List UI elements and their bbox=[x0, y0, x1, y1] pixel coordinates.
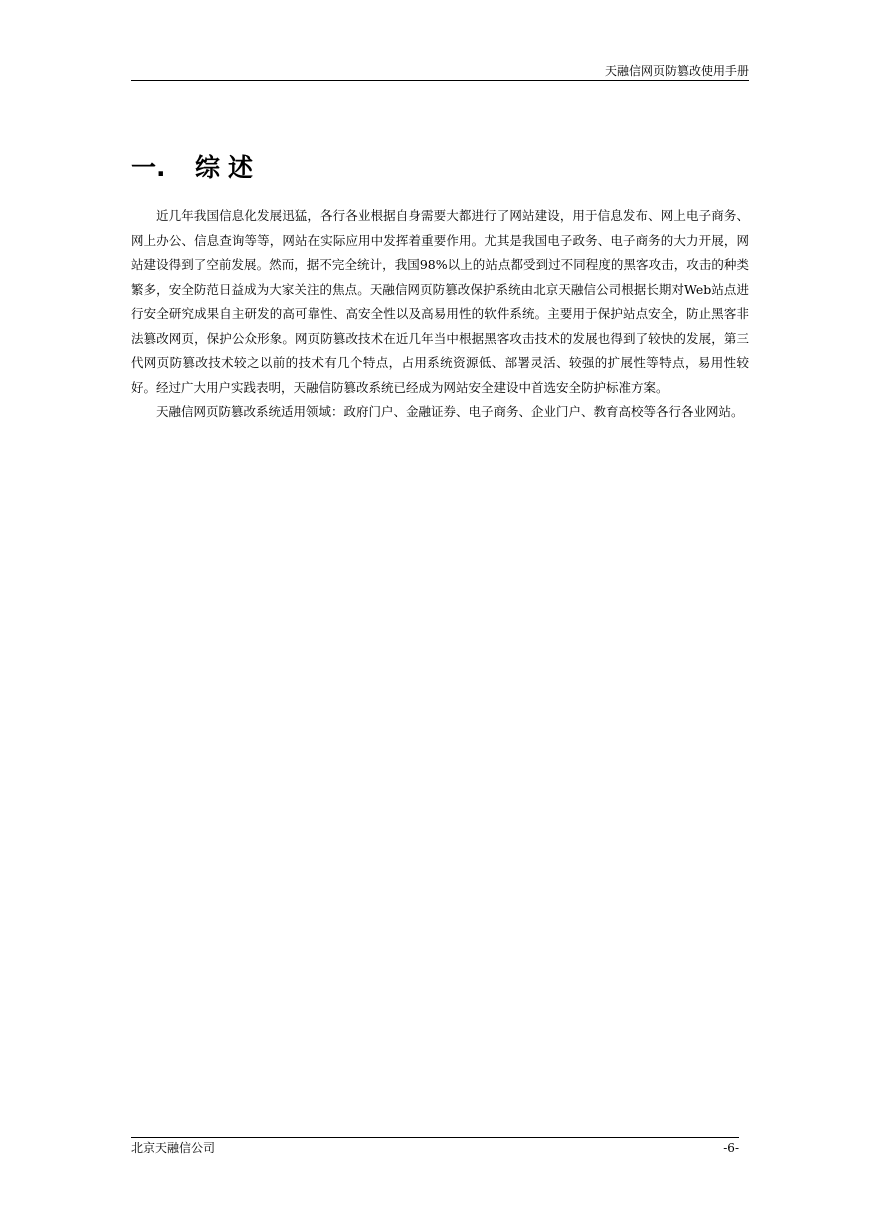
paragraph-application-fields: 天融信网页防篡改系统适用领域：政府门户、金融证券、电子商务、企业门户、教育高校等各行各业网站。 bbox=[156, 404, 744, 419]
section-heading bbox=[131, 152, 261, 184]
body-text bbox=[131, 204, 749, 425]
section-title: 综述 bbox=[195, 153, 262, 182]
header-title: 天融信网页防篡改使用手册 bbox=[604, 64, 749, 78]
page-footer bbox=[131, 1137, 739, 1156]
section-number: 一. bbox=[131, 153, 166, 182]
page-number: -6- bbox=[723, 1141, 739, 1155]
footer-company: 北京天融信公司 bbox=[131, 1141, 216, 1155]
paragraph-overview: 近几年我国信息化发展迅猛，各行各业根据自身需要大都进行了网站建设，用于信息发布、网上电子商务、网上办公、信息查询等等，网站在实际应用中发挥着重要作用。尤其是我国电子政务、电子商务的大力开展，网站建设得到了空前发展。然而，据不完全统计，我国98%以上的站点都受到过不同程度的黑客攻击，攻击的种类繁多，安全防范日益成为大家关注的焦点。天融信网页防篡改保护系统由北京天融信公司根据长期对Web站点进行安全研究成果自主研发的高可靠性、高安全性以及高易用性的软件系统。主要用于保护站点安全，防止黑客非法篡改网页，保护公众形象。网页防篡改技术在近几年当中根据黑客攻击技术的发展也得到了较快的发展，第三代网页防篡改技术较之以前的技术有几个特点，占用系统资源低、部署灵活、较强的扩展性等特点，易用性较好。经过广大用户实践表明，天融信防篡改系统已经成为网站安全建设中首选安全防护标准方案。 bbox=[131, 208, 749, 395]
page-header bbox=[131, 62, 749, 81]
